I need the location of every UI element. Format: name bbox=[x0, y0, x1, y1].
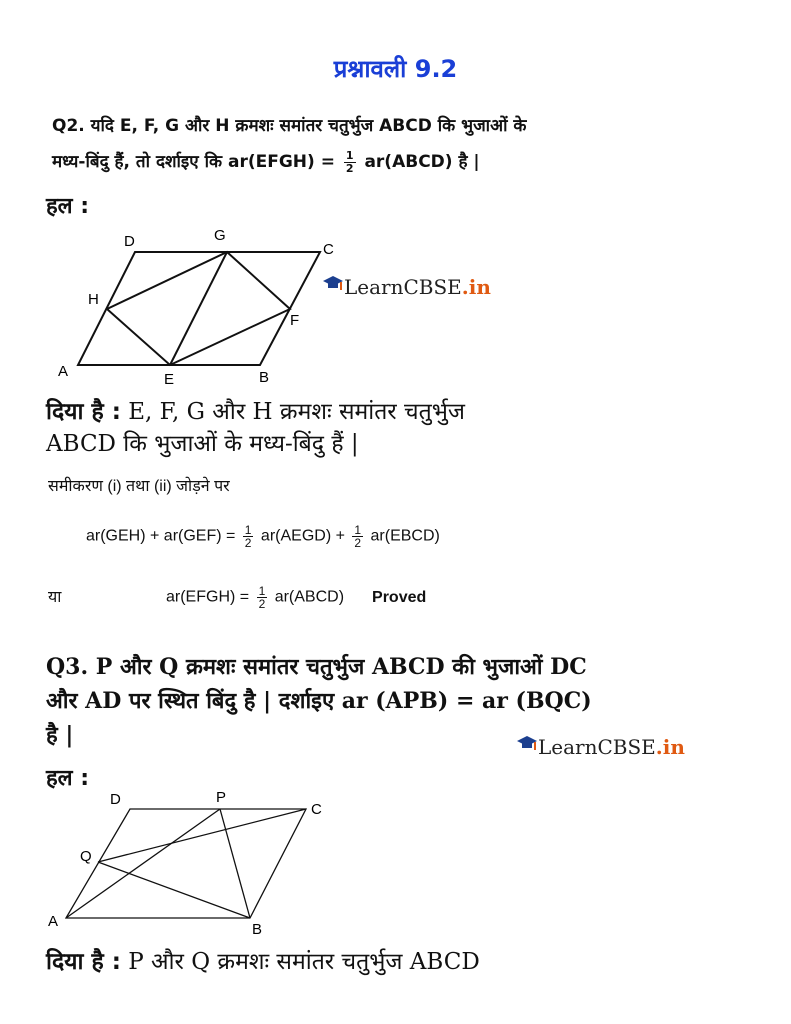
solution-heading-2: हल : bbox=[46, 766, 90, 791]
graduation-cap-icon bbox=[516, 734, 538, 758]
equation-2-ya: या bbox=[48, 589, 62, 606]
proved-label: Proved bbox=[372, 588, 427, 606]
label-d: D bbox=[124, 233, 135, 250]
label-a: A bbox=[58, 363, 69, 380]
given-2-label: दिया है : bbox=[46, 949, 121, 975]
given-1-line-2: ABCD कि भुजाओं के मध्य-बिंदु हैं | bbox=[46, 431, 359, 457]
figure-parallelogram-efgh bbox=[50, 220, 350, 390]
question-3-line-3: है | bbox=[46, 722, 74, 748]
given-2-line-1: P और Q क्रमशः समांतर चतुर्भुज ABCD bbox=[120, 949, 480, 975]
question-2-line-1: Q2. यदि E, F, G और H क्रमशः समांतर चतुर्भुज ABCD कि भुजाओं के bbox=[52, 116, 527, 136]
question-2-line-2-b: ar(ABCD) है | bbox=[358, 152, 480, 172]
question-2-line-2-a: मध्य-बिंदु हैं, तो दर्शाइए कि ar(EFGH) = bbox=[52, 152, 341, 172]
sum-statement: समीकरण (i) तथा (ii) जोड़ने पर bbox=[48, 478, 230, 495]
question-2 bbox=[52, 108, 752, 180]
segment-qb bbox=[98, 862, 250, 918]
label-p: P bbox=[216, 789, 227, 806]
figure-parallelogram-apb-bqc bbox=[40, 785, 340, 940]
label-h: H bbox=[88, 291, 99, 308]
given-1-label: दिया है : bbox=[46, 399, 121, 425]
label-c: C bbox=[323, 241, 334, 258]
label-f: F bbox=[290, 312, 300, 329]
equation-1: ar(GEH) + ar(GEF) = $\frac{1}{2}$ ar(AEGD) + $\frac{1}{2}$ ar(EBCD) bbox=[86, 523, 440, 550]
solution-heading-1: हल : bbox=[46, 194, 90, 219]
learncbse-logo-2: LearnCBSE.in bbox=[516, 734, 685, 759]
label-g: G bbox=[214, 227, 226, 244]
question-3-line-2: और AD पर स्थित बिंदु है | दर्शाइए ar (APB) = ar (BQC) bbox=[46, 688, 592, 714]
label-d: D bbox=[110, 791, 121, 808]
question-3-line-1: Q3. P और Q क्रमशः समांतर चतुर्भुज ABCD की भुजाओं DC bbox=[46, 654, 587, 680]
given-1-line-1: E, F, G और H क्रमशः समांतर चतुर्भुज bbox=[120, 399, 465, 425]
segment-qc bbox=[98, 809, 306, 862]
page-title: प्रश्नावली 9.2 bbox=[333, 55, 458, 83]
given-2 bbox=[46, 946, 766, 978]
label-e: E bbox=[164, 371, 175, 388]
segment-pb bbox=[220, 809, 250, 918]
label-b: B bbox=[259, 369, 270, 386]
label-c: C bbox=[311, 801, 322, 818]
graduation-cap-icon bbox=[322, 274, 344, 298]
label-a: A bbox=[48, 913, 59, 930]
label-b: B bbox=[252, 921, 263, 938]
label-q: Q bbox=[80, 848, 92, 865]
learncbse-logo-1: LearnCBSE.in bbox=[322, 274, 491, 299]
segment-eg bbox=[170, 252, 227, 365]
given-1 bbox=[46, 396, 766, 460]
fraction-half: $\frac{1}{2}$ bbox=[345, 148, 354, 175]
question-2-line-2 bbox=[52, 144, 752, 180]
equation-2: ar(EFGH) = $\frac{1}{2}$ ar(ABCD) Proved bbox=[166, 584, 427, 611]
